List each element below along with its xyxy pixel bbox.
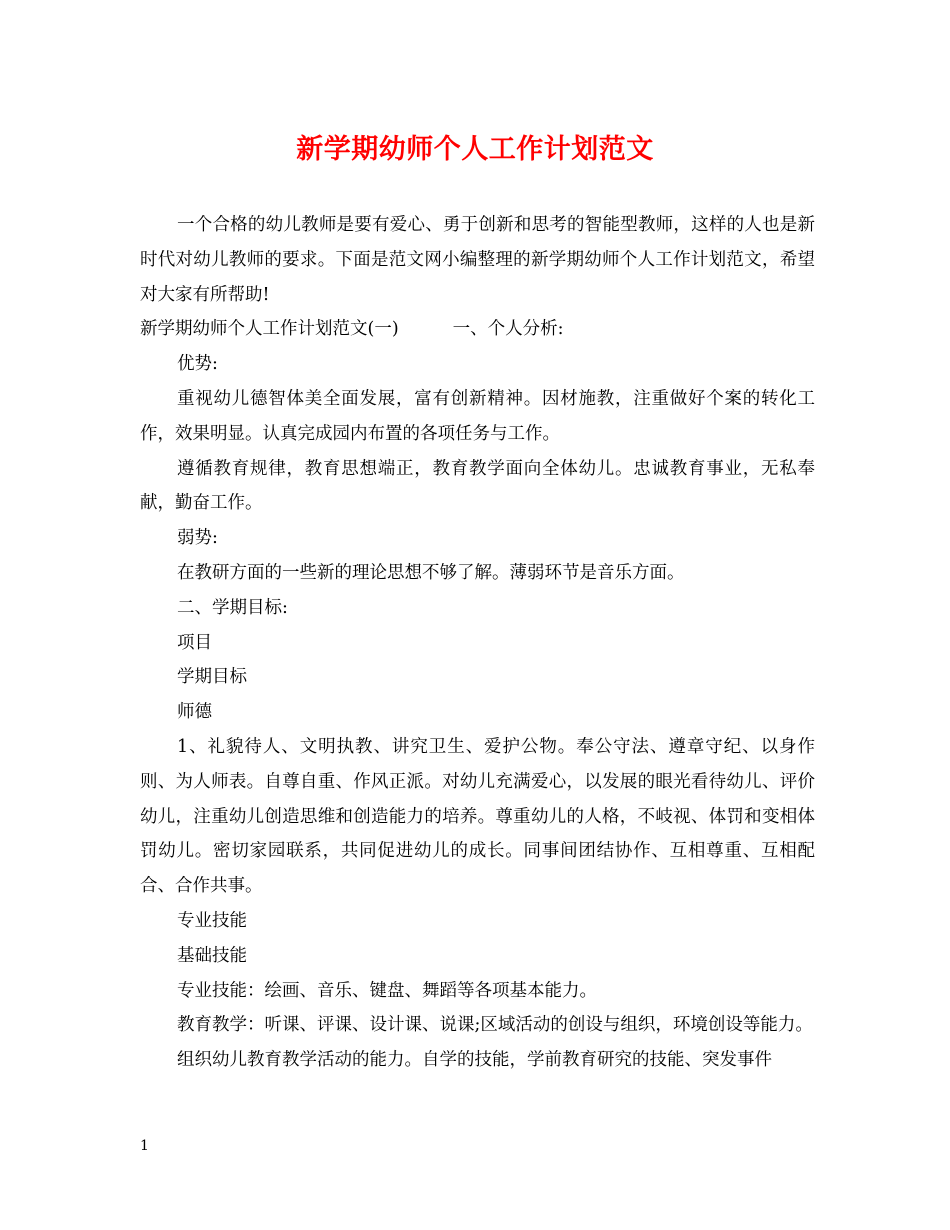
strength-paragraph-1: 重视幼儿德智体美全面发展，富有创新精神。因材施教，注重做好个案的转化工作，效果明显。认真完成园内布置的各项任务与工作。 xyxy=(140,388,815,444)
weakness-paragraph: 在教研方面的一些新的理论思想不够了解。薄弱环节是音乐方面。 xyxy=(177,562,685,583)
intro-paragraph: 一个合格的幼儿教师是要有爱心、勇于创新和思考的智能型教师，这样的人也是新时代对幼儿教师的要求。下面是范文网小编整理的新学期幼师个人工作计划范文，希望对大家有所帮助! xyxy=(140,215,815,305)
strengths-label: 优势: xyxy=(177,354,218,375)
professional-skills-label: 专业技能 xyxy=(177,910,247,931)
document-title: 新学期幼师个人工作计划范文 xyxy=(296,134,654,165)
activity-organization-paragraph: 组织幼儿教育教学活动的能力。自学的技能，学前教育研究的技能、突发事件 xyxy=(177,1050,772,1071)
page-number: 1 xyxy=(140,1138,149,1154)
item-label: 项目 xyxy=(177,632,212,653)
teaching-paragraph: 教育教学：听课、评课、设计课、说课;区域活动的创设与组织，环境创设等能力。 xyxy=(177,1015,813,1036)
plan-heading: 新学期幼师个人工作计划范文(一) xyxy=(140,319,399,340)
teacher-ethics-label: 师德 xyxy=(177,702,212,723)
goal-label: 学期目标 xyxy=(177,667,247,688)
strength-paragraph-2: 遵循教育规律，教育思想端正，教育教学面向全体幼儿。忠诚教育事业，无私奉献，勤奋工作。 xyxy=(140,458,815,514)
professional-skills-paragraph: 专业技能：绘画、音乐、键盘、舞蹈等各项基本能力。 xyxy=(177,980,597,1001)
analysis-heading: 一、个人分析: xyxy=(452,319,564,340)
ethics-paragraph: 1、礼貌待人、文明执教、讲究卫生、爱护公物。奉公守法、遵章守纪、以身作则、为人师表。自尊自重、作风正派。对幼儿充满爱心，以发展的眼光看待幼儿、评价幼儿，注重幼儿创造思维和创造能力的培养。尊重幼儿的人格，不岐视、体罚和变相体罚幼儿。密切家园联系，共同促进幼儿的成长。同事间团结协作、互相尊重、互相配合、合作共事。 xyxy=(140,736,815,897)
section-heading-line xyxy=(140,312,815,347)
basic-skills-label: 基础技能 xyxy=(177,945,247,966)
document-body xyxy=(140,208,815,1078)
semester-goals-heading: 二、学期目标: xyxy=(177,597,288,618)
weaknesses-label: 弱势: xyxy=(177,528,218,549)
